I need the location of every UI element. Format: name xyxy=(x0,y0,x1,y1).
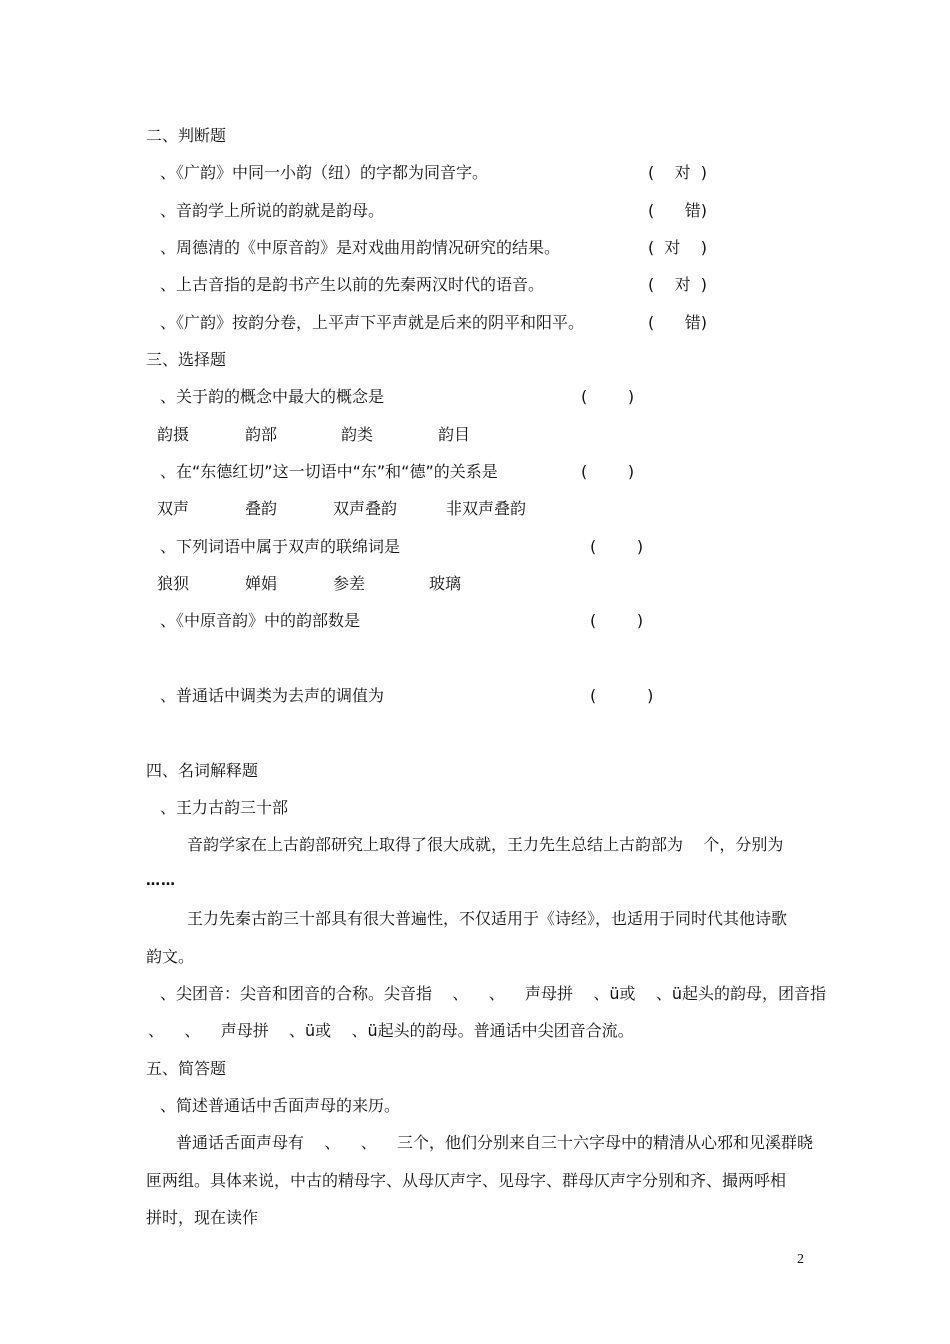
term-1-paragraph-1: 音韵学家在上古韵部研究上取得了很大成就，王力先生总结上古韵部为 个，分别为 xyxy=(187,835,784,854)
choice-blank-5: ( ) xyxy=(590,686,654,705)
choice-option: 玻璃 xyxy=(429,574,462,593)
choice-option: 韵类 xyxy=(341,425,374,444)
choice-option: 叠韵 xyxy=(245,499,278,518)
choice-option: 韵目 xyxy=(438,425,471,444)
choice-option: 韵摄 xyxy=(157,425,190,444)
judgment-answer-4: ( 对 ) xyxy=(648,275,708,294)
judgment-answer-5: ( 错) xyxy=(648,313,708,332)
judgment-item-2: 、音韵学上所说的韵就是韵母。 xyxy=(160,201,385,220)
judgment-item-3: 、周德清的《中原音韵》是对戏曲用韵情况研究的结果。 xyxy=(160,238,561,257)
short-answer-line-3: 拼时，现在读作 xyxy=(146,1208,259,1227)
judgment-answer-1: ( 对 ) xyxy=(648,163,708,182)
choice-blank-2: ( ) xyxy=(581,462,635,481)
section-3-title: 三、选择题 xyxy=(146,350,227,369)
choice-option: 双声 xyxy=(157,499,190,518)
choice-option: 婵娟 xyxy=(245,574,278,593)
judgment-item-5: 、《广韵》按韵分卷，上平声下平声就是后来的阴平和阳平。 xyxy=(160,313,585,332)
choice-option: 非双声叠韵 xyxy=(446,499,527,518)
choice-option: 韵部 xyxy=(245,425,278,444)
judgment-answer-3: ( 对 ) xyxy=(648,238,708,257)
ellipsis: …… xyxy=(146,873,176,889)
term-1-paragraph-2: 王力先秦古韵三十部具有很大普遍性，不仅适用于《诗经》，也适用于同时代其他诗歌 xyxy=(187,909,788,928)
judgment-item-1: 、《广韵》中同一小韵（纽）的字都为同音字。 xyxy=(160,163,489,182)
short-answer-question-1: 、简述普通话中舌面声母的来历。 xyxy=(160,1096,401,1115)
choice-blank-3: ( ) xyxy=(590,537,644,556)
short-answer-line-2: 匣两组。具体来说，中古的精母字、从母仄声字、见母字、群母仄声字分别和齐、撮两呼相 xyxy=(146,1171,787,1190)
choice-option: 狼狈 xyxy=(157,574,190,593)
choice-question-4: 、《中原音韵》中的韵部数是 xyxy=(160,611,361,630)
choice-question-2: 、在“东德红切”这一切语中“东”和“德”的关系是 xyxy=(160,462,498,481)
choice-question-1: 、关于韵的概念中最大的概念是 xyxy=(160,387,385,406)
section-4-title: 四、名词解释题 xyxy=(146,761,259,780)
choice-question-5: 、普通话中调类为去声的调值为 xyxy=(160,686,385,705)
choice-option: 双声叠韵 xyxy=(333,499,398,518)
choice-option: 参差 xyxy=(333,574,366,593)
section-5-title: 五、简答题 xyxy=(146,1059,227,1078)
judgment-answer-2: ( 错) xyxy=(648,201,708,220)
term-2-line-2: 、 、 声母拼 、ü或 、ü起头的韵母。普通话中尖团音合流。 xyxy=(148,1021,634,1040)
choice-blank-1: ( ) xyxy=(581,387,635,406)
term-1-paragraph-2-cont: 韵文。 xyxy=(146,947,195,966)
judgment-item-4: 、上古音指的是韵书产生以前的先秦两汉时代的语音。 xyxy=(160,275,545,294)
choice-question-3: 、下列词语中属于双声的联绵词是 xyxy=(160,537,401,556)
choice-blank-4: ( ) xyxy=(590,611,644,630)
short-answer-line-1: 普通话舌面声母有 、 、 三个，他们分别来自三十六字母中的精清从心邪和见溪群晓 xyxy=(176,1133,814,1152)
section-2-title: 二、判断题 xyxy=(146,126,227,145)
page-number: 2 xyxy=(797,1252,804,1267)
term-2-line-1: 、尖团音：尖音和团音的合称。尖音指 、 、 声母拼 、ü或 、ü起头的韵母，团音指 xyxy=(160,984,827,1003)
term-1-title: 、王力古韵三十部 xyxy=(160,798,289,817)
